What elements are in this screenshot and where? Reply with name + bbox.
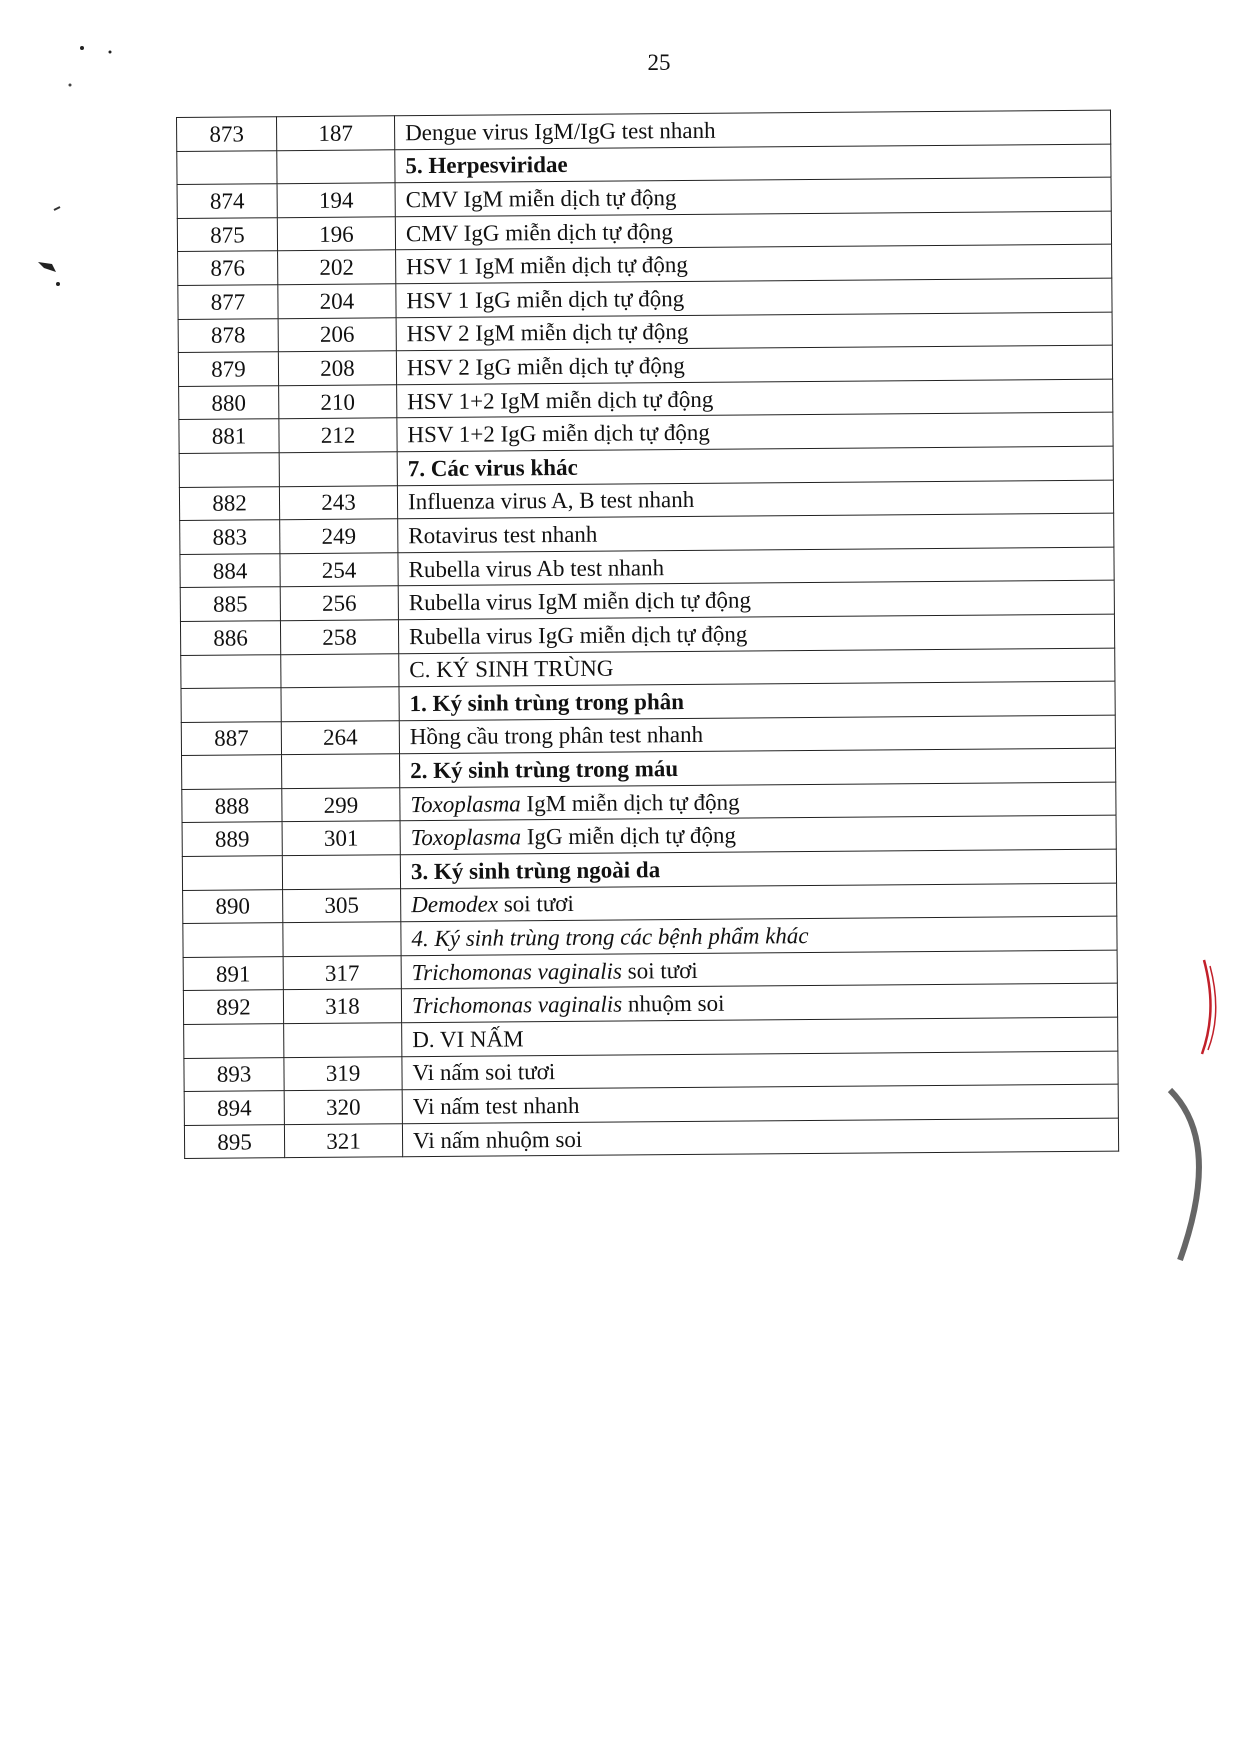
row-name: Rubella virus IgM miễn dịch tự động — [398, 580, 1114, 619]
row-stt: 893 — [184, 1057, 284, 1091]
row-code: 202 — [278, 250, 396, 285]
scan-speck — [80, 46, 84, 50]
row-name-italic: Toxoplasma — [410, 790, 521, 817]
row-code — [282, 754, 400, 789]
row-name-italic: Trichomonas vaginalis — [411, 991, 623, 1019]
row-name-italic: Demodex — [411, 891, 499, 918]
row-stt: 880 — [179, 385, 279, 419]
service-table — [176, 110, 1119, 1160]
row-name-rest: nhuộm soi — [622, 990, 725, 1017]
row-name: Vi nấm soi tươi — [402, 1051, 1118, 1090]
row-stt: 878 — [178, 318, 278, 352]
row-code: 210 — [279, 385, 397, 420]
row-code: 254 — [280, 552, 398, 587]
stamp-edge-marks — [1160, 950, 1238, 1270]
row-stt: 883 — [180, 520, 280, 554]
row-stt: 886 — [180, 621, 280, 655]
row-stt — [183, 923, 283, 957]
row-name-rest: soi tươi — [621, 957, 698, 984]
row-name — [400, 782, 1116, 821]
row-code: 317 — [283, 956, 401, 991]
row-name: 3. Ký sinh trùng ngoài da — [400, 849, 1116, 888]
row-name-italic: Trichomonas vaginalis — [411, 958, 623, 985]
service-table-body — [177, 110, 1119, 1159]
row-code: 249 — [280, 519, 398, 554]
row-name: HSV 1+2 IgG miễn dịch tự động — [397, 412, 1113, 451]
row-stt: 885 — [180, 587, 280, 621]
row-code: 320 — [284, 1090, 402, 1125]
row-code: 264 — [281, 720, 399, 755]
scan-speck — [109, 51, 112, 54]
row-stt: 877 — [178, 285, 278, 319]
row-stt: 894 — [184, 1091, 284, 1125]
row-name: Hồng cầu trong phân test nhanh — [399, 715, 1115, 754]
row-name: HSV 2 IgM miễn dịch tự động — [396, 312, 1112, 351]
row-name: HSV 1+2 IgM miễn dịch tự động — [397, 379, 1113, 418]
row-code: 258 — [280, 620, 398, 655]
scan-speck — [69, 84, 72, 87]
row-stt: 884 — [180, 553, 280, 587]
row-code: 196 — [277, 217, 395, 252]
row-code: 256 — [280, 586, 398, 621]
row-stt — [184, 1024, 284, 1058]
row-stt: 891 — [183, 957, 283, 991]
row-name: HSV 1 IgM miễn dịch tự động — [396, 245, 1112, 284]
row-name: Dengue virus IgM/IgG test nhanh — [394, 110, 1110, 149]
row-stt: 873 — [177, 117, 277, 151]
row-code: 299 — [282, 788, 400, 823]
row-stt: 892 — [183, 990, 283, 1024]
row-stt: 890 — [183, 889, 283, 923]
row-name: CMV IgM miễn dịch tự động — [395, 177, 1111, 216]
row-name: HSV 2 IgG miễn dịch tự động — [396, 345, 1112, 384]
row-code: 206 — [278, 317, 396, 352]
row-code — [279, 452, 397, 487]
row-name — [400, 816, 1116, 855]
row-code — [284, 1023, 402, 1058]
row-code — [281, 653, 399, 688]
row-code: 208 — [278, 351, 396, 386]
row-code: 321 — [284, 1124, 402, 1159]
row-stt — [177, 150, 277, 184]
row-stt — [182, 856, 282, 890]
red-stamp-arc — [1202, 960, 1211, 1054]
row-name: 5. Herpesviridae — [395, 144, 1111, 183]
row-code: 243 — [279, 485, 397, 520]
row-stt — [182, 755, 282, 789]
row-name: Vi nấm test nhanh — [402, 1084, 1118, 1123]
row-code — [282, 855, 400, 890]
row-code: 187 — [277, 116, 395, 151]
row-stt: 882 — [179, 486, 279, 520]
row-stt: 881 — [179, 419, 279, 453]
row-name: Influenza virus A, B test nhanh — [397, 480, 1113, 519]
page-number: 25 — [647, 50, 671, 75]
row-name — [401, 984, 1117, 1023]
row-stt: 888 — [182, 789, 282, 823]
row-name-rest: IgG miễn dịch tự động — [520, 822, 737, 850]
row-stt: 895 — [184, 1124, 284, 1158]
row-code: 194 — [277, 183, 395, 218]
row-code: 318 — [283, 989, 401, 1024]
dark-stamp-arc — [1170, 1090, 1199, 1260]
row-code: 301 — [282, 821, 400, 856]
row-name: Rubella virus IgG miễn dịch tự động — [398, 614, 1114, 653]
row-stt — [179, 453, 279, 487]
row-stt: 876 — [178, 251, 278, 285]
row-stt: 874 — [177, 184, 277, 218]
table-row — [184, 1118, 1118, 1159]
row-stt — [181, 688, 281, 722]
row-code: 305 — [283, 888, 401, 923]
row-code: 204 — [278, 284, 396, 319]
row-name — [401, 883, 1117, 922]
row-name: HSV 1 IgG miễn dịch tự động — [396, 278, 1112, 317]
row-stt: 879 — [178, 352, 278, 386]
scan-speck — [54, 207, 60, 210]
scan-speck — [38, 262, 56, 272]
row-name: 1. Ký sinh trùng trong phân — [399, 681, 1115, 720]
row-code — [281, 687, 399, 722]
row-stt: 875 — [177, 217, 277, 251]
row-name-rest: IgM miễn dịch tự động — [520, 789, 740, 816]
row-name: D. VI NẤM — [402, 1017, 1118, 1056]
row-stt: 887 — [181, 721, 281, 755]
row-name-rest: soi tươi — [497, 891, 574, 917]
row-code: 212 — [279, 418, 397, 453]
row-code: 319 — [284, 1056, 402, 1091]
row-stt — [181, 654, 281, 688]
row-code — [283, 922, 401, 957]
row-name: CMV IgG miễn dịch tự động — [395, 211, 1111, 250]
scan-speck-marks — [0, 0, 140, 320]
row-name: Rotavirus test nhanh — [398, 513, 1114, 552]
row-name — [401, 950, 1117, 989]
row-code — [277, 149, 395, 184]
row-name: 4. Ký sinh trùng trong các bệnh phẩm khác — [401, 916, 1117, 955]
row-name: 7. Các virus khác — [397, 446, 1113, 485]
row-name: C. KÝ SINH TRÙNG — [399, 648, 1115, 687]
row-name: Rubella virus Ab test nhanh — [398, 547, 1114, 586]
row-name: Vi nấm nhuộm soi — [402, 1118, 1118, 1157]
row-name: 2. Ký sinh trùng trong máu — [400, 748, 1116, 787]
row-name-italic: Toxoplasma — [410, 824, 522, 851]
row-stt: 889 — [182, 822, 282, 856]
scan-speck — [56, 282, 60, 286]
